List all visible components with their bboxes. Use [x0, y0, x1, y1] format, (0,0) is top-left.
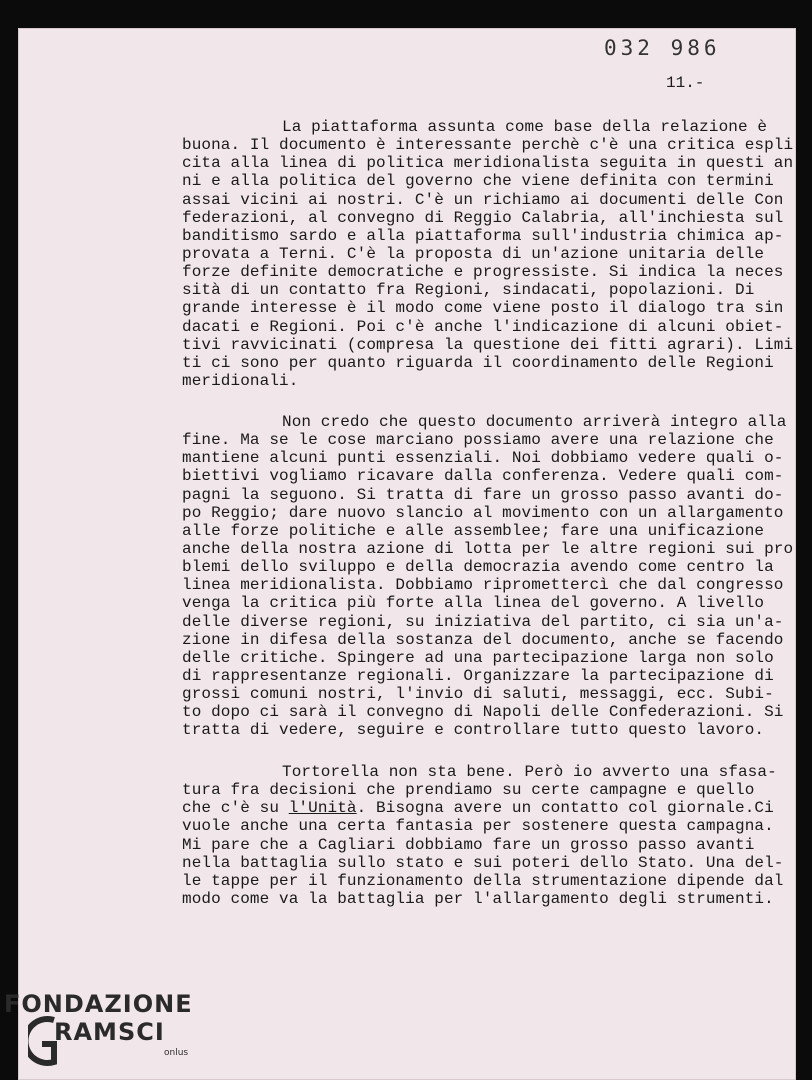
- text-line: ti ci sono per quanto riguarda il coordinamento delle Regioni: [182, 353, 774, 372]
- text-line: buona. Il documento è interessante perchè c'è una critica espli: [182, 136, 794, 155]
- text-line: linea meridionalista. Dobbiamo ripromettercì che dal congresso: [182, 576, 784, 595]
- text-line: delle critiche. Spingere ad una partecipazione larga non solo: [182, 648, 774, 667]
- text-line: La piattaforma assunta come base della relazione è: [282, 118, 768, 136]
- text-line: tura fra decisioni che prendiamo su certe campagne e quello: [182, 781, 755, 800]
- text-line: delle diverse regioni, su iniziativa del partito, ci sia un'a-: [182, 612, 784, 631]
- text-line: Mi pare che a Cagliari dobbiamo fare un grosso passo avanti: [182, 835, 755, 854]
- text-line: le tappe per il funzionamento della strumentazione dipende dal: [182, 871, 784, 890]
- text-line: to dopo ci sarà il convegno di Napoli delle Confederazioni. Si: [182, 703, 784, 722]
- text-line: biettivi vogliamo ricavare dalla conferenza. Vedere quali com-: [182, 467, 784, 486]
- paragraph-2: [182, 413, 794, 740]
- page-number: 11.-: [666, 74, 705, 92]
- text-line: assai vicini ai nostri. C'è un richiamo ai documenti delle Con: [182, 190, 784, 209]
- paragraph-3: [182, 763, 782, 908]
- text-line: tivi ravvicinati (compresa la questione dei fitti agrari). Limi: [182, 335, 794, 354]
- text-line: venga la critica più forte alla linea del governo. A livello: [182, 594, 765, 613]
- text-line: po Reggio; dare nuovo slancio al movimento con un allargamento: [182, 503, 784, 522]
- text-line: modo come va la battaglia per l'allargamento degli strumenti.: [182, 889, 774, 908]
- text-line: provata a Terni. C'è la proposta di un'azione unitaria delle: [182, 244, 765, 263]
- paragraph-1: [182, 118, 794, 390]
- text-line: sità di un contatto fra Regioni, sindacati, popolazioni. Di: [182, 281, 755, 300]
- text-line: di rappresentanze regionali. Organizzare la partecipazione di: [182, 666, 774, 685]
- text-line: forze definite democratiche e progressiste. Si indica la neces: [182, 263, 784, 282]
- watermark-line-1: FONDAZIONE: [4, 990, 193, 1018]
- text-line: fine. Ma se le cose marciano possiamo avere una relazione che: [182, 431, 774, 450]
- text-line: pagni la seguono. Si tratta di fare un grosso passo avanti do-: [182, 485, 784, 504]
- text-line: vuole anche una certa fantasia per sostenere questa campagna.: [182, 817, 774, 836]
- text-line: meridionali.: [182, 371, 299, 390]
- watermark-line-3: onlus: [164, 1048, 189, 1058]
- text-line: federazioni, al convegno di Reggio Calabria, all'inchiesta sul: [182, 208, 784, 227]
- text-line: cita alla linea di politica meridionalista seguita in questi an: [182, 154, 794, 173]
- text-line: grossi comuni nostri, l'invio di saluti, messaggi, ecc. Subi-: [182, 685, 774, 704]
- text-line: che c'è su l'Unità. Bisogna avere un contatto col giornale.Ci: [182, 799, 774, 818]
- text-line: nella battaglia sullo stato e sui poteri dello Stato. Una del-: [182, 853, 784, 872]
- text-line: mantiene alcuni punti essenziali. Noi dobbiamo vedere quali o-: [182, 449, 784, 468]
- text-line: zione in difesa della sostanza del documento, anche se facendo: [182, 630, 784, 649]
- fondazione-gramsci-watermark: [4, 990, 214, 1070]
- text-line: grande interesse è il modo come viene posto il dialogo tra sin: [182, 299, 784, 318]
- watermark-line-2: RAMSCI: [54, 1018, 165, 1046]
- text-line: banditismo sardo e alla piattaforma sull'industria chimica ap-: [182, 226, 784, 245]
- text-line: blemi dello sviluppo e della democrazia avendo come centro la: [182, 558, 774, 577]
- text-line: alle forze politiche e alle assemblee; fare una unificazione: [182, 521, 765, 540]
- text-line: Tortorella non sta bene. Però io avverto una sfasa-: [282, 763, 777, 781]
- text-line: Non credo che questo documento arriverà integro alla: [282, 413, 787, 431]
- text-line: tratta di vedere, seguire e controllare tutto questo lavoro.: [182, 721, 765, 740]
- text-line: ni e alla politica del governo che viene definita con termini: [182, 172, 774, 191]
- text-line: dacati e Regioni. Poi c'è anche l'indicazione di alcuni obiet-: [182, 317, 784, 336]
- text-line: anche della nostra azione di lotta per le altre regioni sui pro: [182, 539, 794, 558]
- archive-number: 032 986: [604, 36, 721, 60]
